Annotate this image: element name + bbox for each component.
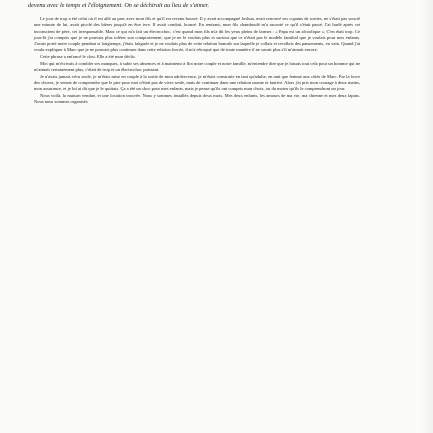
paragraph-5: Nous voilà, la maison vendue, et une location trouvée. Nous y sommes installés depuis deux mois. Mes deux enfants, les amours de ma vie, ma chienne et mes deux lapins. Nous nous sommes organisés [34, 93, 360, 105]
page-edge-shadow [419, 0, 433, 433]
paragraph-1: Le jour de trop a été celui où il est allé au parc avec mon fils et qu'il est revenu bourré. Il y avait accompagné Joshua, avait retrouvé ses copains de sorties, ne s'était pas soucié une minute de lui, avait picolé des bières jusqu'à en être ivre. Il avait conduit, bourré. En rentrant, mon fils chamboulé m'a raconté ce qu'il s'était passé. J'ai hurlé après cet inconscient de père, cet irresponsable. Mais ce qui m'a fait un électrochoc, c'est quand mon fils m'a dit les yeux pleins de larmes : « Papa est un alcoolique ». C'en était trop. Ce jour-là j'ai compris que je ne pouvais plus tolérer son comportement, que je ne le voulais plus et surtout que ce n'était pas le modèle familial que je voulais pour mes enfants. J'avais porté notre couple pendant si longtemps, j'étais fatiguée et je ne voulais plus de cette relation bancale sur laquelle je collais et recollais des pansements, en vain. Quand j'ai voulu expliquer à Marc que je ne pouvais plus continuer dans cette relation forcée, il m'a rétorqué que de toute manière il ne savait plus s'il m'aimait encore. [34, 16, 360, 53]
body-text [34, 16, 360, 106]
paragraph-3: Moi qui m'écrivais à combler ses manques, à subir ses absences et à maintenir à flot notre couple et notre famille, m'entendre dire que je faisais tout cela pour un homme qui ne m'aimait certainement plus, c'était de trop et un électrochoc puissant. [34, 60, 360, 73]
paragraph-4: Je n'avais jamais vécu seule, je m'étais mise en couple à la sortie de mon adolescence, je m'étais construite en tant qu'adulte, en tant que femme aux côtés de Marc. Par la force des choses, je venais de comprendre que le pire pour moi n'était pas de vivre seule, mais de continuer dans une relation usante et fautive. Alors j'ai pris mon courage à deux mains, mon assurance, et je lui ai dit que je le quittais. Ça a été un choc pour mes enfants, mais je pense qu'ils ont compris mon choix, ou du moins qu'ils le comprendront un jour. [34, 73, 360, 92]
paragraph-2: Cette phrase a enfoncé le clou. Elle a été mon déclic. [40, 54, 137, 60]
running-text-top-line: devenu avec le temps et l'éloignement. On se déchirait au lieu de s'aimer. [28, 2, 209, 9]
